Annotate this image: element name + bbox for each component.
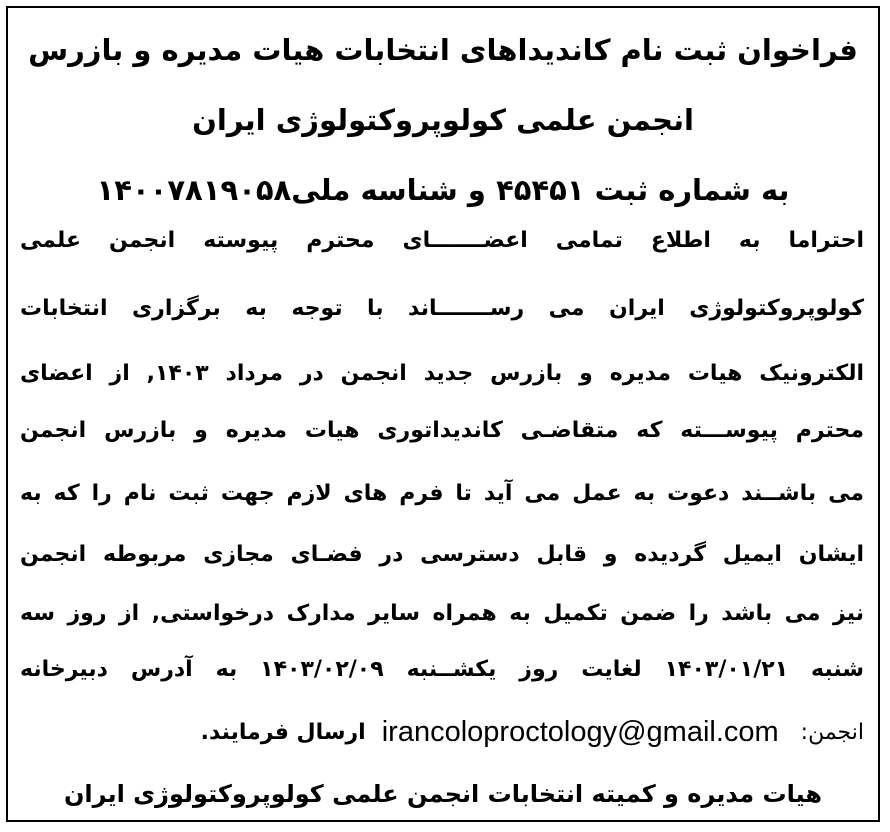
body-text-line-5: می باشــند دعوت به عمل می آید تا فرم های لازم جهت ثبت نام را که به	[20, 481, 864, 506]
body-text-line-8: شنبه ۱۴۰۳/۰۱/۲۱ لغایت روز یکشــنبه ۱۴۰۳/۰۲/۰۹ به آدرس دبیرخانه	[20, 657, 864, 682]
email-prefix-label: انجمن:	[800, 719, 864, 745]
announcement-title-line-2: انجمن علمی کولوپروکتولوژی ایران	[192, 103, 694, 137]
signature-line: هیات مدیره و کمیته انتخابات انجمن علمی کولوپروکتولوژی ایران	[63, 780, 823, 808]
contact-email: irancoloproctology@gmail.com	[381, 715, 779, 748]
body-text-line-2: کولوپروکتولوژی ایران می رســـــــاند با توجه به برگزاری انتخابات	[20, 296, 864, 321]
email-line	[68, 712, 864, 752]
body-text-line-3: الکترونیک هیات مدیره و بازرس جدید انجمن در مرداد ۱۴۰۳, از اعضای	[20, 361, 864, 386]
body-text-line-7: نیز می باشد را ضمن تکمیل به همراه سایر مدارک درخواستی, از روز سه	[20, 601, 864, 626]
body-text-line-1: احتراما به اطلاع تمامی اعضـــــــای محترم پیوسته انجمن علمی	[20, 228, 864, 253]
announcement-title-line-1: فراخوان ثبت نام کاندیداهای انتخابات هیات مدیره و بازرس	[28, 33, 858, 67]
announcement-title-line-3: به شماره ثبت ۴۵۴۵۱ و شناسه ملی۱۴۰۰۷۸۱۹۰۵۸	[96, 173, 790, 207]
email-suffix-label: ارسال فرمایند.	[200, 719, 366, 745]
announcement-box	[6, 6, 880, 822]
body-text-line-6: ایشان ایمیل گردیده و قابل دسترسی در فضـای مجازی مربوطه انجمن	[20, 542, 864, 567]
body-text-line-4: محترم پیوســـته که متقاضـی کاندیداتوری هیات مدیره و بازرس انجمن	[20, 418, 864, 443]
